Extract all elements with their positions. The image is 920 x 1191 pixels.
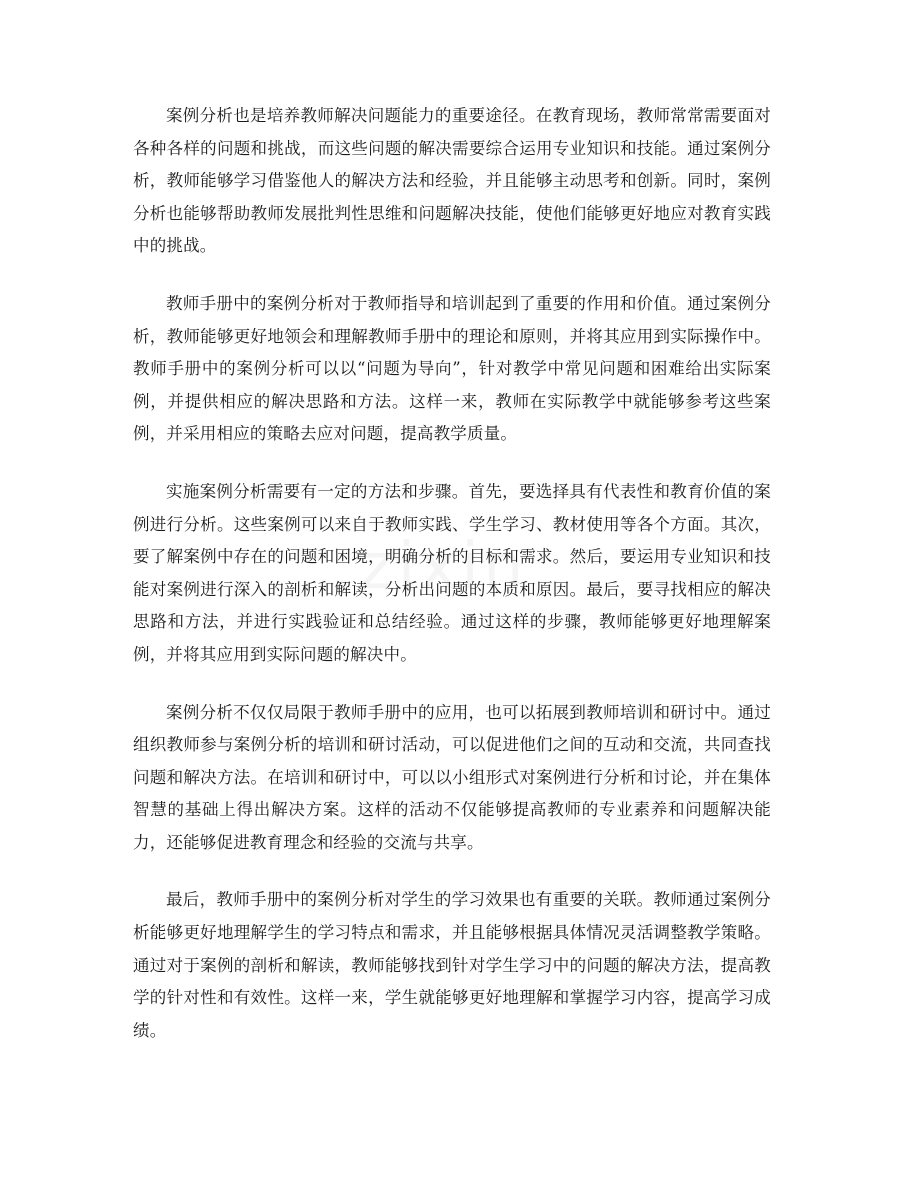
paragraph-2: 教师手册中的案例分析对于教师指导和培训起到了重要的作用和价值。通过案例分析，教师能够更好地领会和理解教师手册中的理论和原则，并将其应用到实际操作中。教师手册中的案例分析可以以“问题为导向”，针对教学中常见问题和困难给出实际案例，并提供相应的解决思路和方法。这样一来，教师在实际教学中就能够参考这些案例，并采用相应的策略去应对问题，提高教学质量。 [133,293,771,444]
paragraph-1: 案例分析也是培养教师解决问题能力的重要途径。在教育现场，教师常常需要面对各种各样的问题和挑战，而这些问题的解决需要综合运用专业知识和技能。通过案例分析，教师能够学习借鉴他人的解决方法和经验，并且能够主动思考和创新。同时，案例分析也能够帮助教师发展批判性思维和问题解决技能，使他们能够更好地应对教育实践中的挑战。 [133,106,771,256]
paragraph-4: 案例分析不仅仅局限于教师手册中的应用，也可以拓展到教师培训和研讨中。通过组织教师参与案例分析的培训和研讨活动，可以促进他们之间的互动和交流，共同查找问题和解决方法。在培训和研讨中，可以以小组形式对案例进行分析和讨论，并在集体智慧的基础上得出解决方案。这样的活动不仅能够提高教师的专业素养和问题解决能力，还能够促进教育理念和经验的交流与共享。 [133,702,771,852]
paragraph-3: 实施案例分析需要有一定的方法和步骤。首先，要选择具有代表性和教育价值的案例进行分析。这些案例可以来自于教师实践、学生学习、教材使用等各个方面。其次，要了解案例中存在的问题和困境，明确分析的目标和需求。然后，要运用专业知识和技能对案例进行深入的剖析和解读，分析出问题的本质和原因。最后，要寻找相应的解决思路和方法，并进行实践验证和总结经验。通过这样的步骤，教师能够更好地理解案例，并将其应用到实际问题的解决中。 [133,481,771,664]
document-body [133,100,771,1072]
paragraph-5: 最后，教师手册中的案例分析对学生的学习效果也有重要的关联。教师通过案例分析能够更好地理解学生的学习特点和需求，并且能够根据具体情况灵活调整教学策略。通过对于案例的剖析和解读，教师能够找到针对学生学习中的问题的解决方法，提高教学的针对性和有效性。这样一来，学生就能够更好地理解和掌握学习内容，提高学习成绩。 [133,890,771,1040]
